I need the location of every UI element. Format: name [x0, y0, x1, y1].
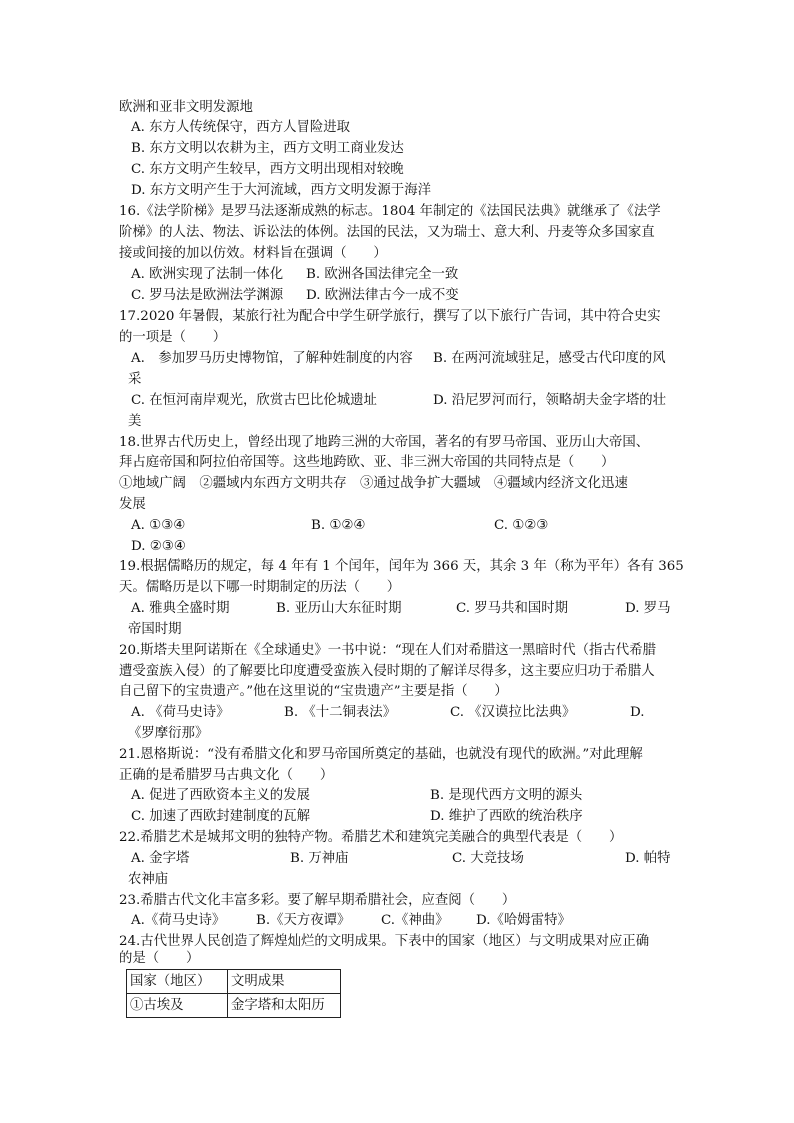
- q17-option-b-cont: 采: [128, 372, 142, 387]
- q23-option-d: D.《哈姆雷特》: [476, 913, 571, 928]
- q19-option-c: C. 罗马共和国时期: [456, 601, 569, 616]
- q18-option-a: A. ①③④: [131, 518, 186, 533]
- q17-option-a: A. 参加罗马历史博物馆，了解种姓制度的内容: [131, 351, 413, 366]
- q22-option-d-cont: 农神庙: [128, 872, 169, 887]
- q17-option-b: B. 在两河流域驻足，感受古代印度的风: [433, 351, 666, 366]
- q16-option-a: A. 欧洲实现了法制一体化: [131, 267, 284, 282]
- q19-stem-line2: 天。儒略历是以下哪一时期制定的历法（ ）: [119, 580, 401, 595]
- q15-option-b: B. 东方文明以农耕为主，西方文明工商业发达: [131, 141, 404, 156]
- q17-option-d: D. 沿尼罗河而行，领略胡夫金字塔的壮: [433, 393, 667, 408]
- q20-stem-line3: 自己留下的宝贵遗产。”他在这里说的“宝贵遗产”主要是指（ ）: [119, 684, 508, 699]
- q23-option-a: A.《荷马史诗》: [131, 913, 226, 928]
- q24-stem-line2: 的是（ ）: [119, 951, 200, 966]
- q24-table: [126, 969, 341, 1018]
- q15-stem-tail: 欧洲和亚非文明发源地: [119, 100, 253, 115]
- q23-option-c: C.《神曲》: [381, 913, 449, 928]
- q16-stem-line2: 阶梯》的人法、物法、诉讼法的体例。法国的民法，又为瑞士、意大利、丹麦等众多国家直: [119, 225, 655, 240]
- q21-option-b: B. 是现代西方文明的源头: [430, 788, 583, 803]
- q22-stem: 22.希腊艺术是城邦文明的独特产物。希腊艺术和建筑完美融合的典型代表是（ ）: [119, 830, 623, 845]
- table-cell-country: ①古埃及: [127, 994, 228, 1018]
- table-row: [127, 994, 341, 1018]
- q15-option-d: D. 东方文明产生于大河流域，西方文明发源于海洋: [131, 183, 431, 198]
- table-cell-achievement: 金字塔和太阳历: [228, 994, 341, 1018]
- q16-option-b: B. 欧洲各国法律完全一致: [306, 267, 459, 282]
- q22-option-b: B. 万神庙: [290, 851, 349, 866]
- q21-stem-line2: 正确的是希腊罗马古典文化（ ）: [119, 768, 334, 783]
- q20-option-a: A. 《荷马史诗》: [131, 705, 230, 720]
- q20-option-c: C. 《汉谟拉比法典》: [450, 705, 576, 720]
- q16-option-d: D. 欧洲法律古今一成不变: [306, 288, 459, 303]
- q18-option-c: C. ①②③: [494, 518, 549, 533]
- q18-option-b: B. ①②④: [311, 518, 366, 533]
- q22-option-a: A. 金字塔: [131, 851, 190, 866]
- q19-stem-line1: 19.根据儒略历的规定，每 4 年有 1 个闰年，闰年为 366 天，其余 3 年（称为平年）各有 365: [119, 559, 684, 574]
- q20-stem-line2: 遭受蛮族入侵）的了解要比印度遭受蛮族入侵时期的了解详尽得多，这主要应归功于希腊人: [119, 664, 655, 679]
- q22-option-c: C. 大竞技场: [452, 851, 524, 866]
- q20-option-b: B. 《十二铜表法》: [284, 705, 397, 720]
- q24-stem-line1: 24.古代世界人民创造了辉煌灿烂的文明成果。下表中的国家（地区）与文明成果对应正确: [119, 934, 650, 949]
- q21-stem-line1: 21.恩格斯说：“没有希腊文化和罗马帝国所奠定的基础，也就没有现代的欧洲。”对此理解: [119, 747, 643, 762]
- q20-option-d: D.: [630, 705, 645, 720]
- q15-option-c: C. 东方文明产生较早，西方文明出现相对较晚: [131, 162, 404, 177]
- table-header-achievement: 文明成果: [228, 970, 341, 994]
- q20-option-d-cont: 《罗摩衍那》: [128, 726, 209, 741]
- q21-option-c: C. 加速了西欧封建制度的瓦解: [131, 809, 310, 824]
- q18-choices-line2: 发展: [119, 497, 146, 512]
- table-header-row: [127, 970, 341, 994]
- q16-stem-line3: 接或间接的加以仿效。材料旨在强调（ ）: [119, 246, 387, 261]
- q19-option-b: B. 亚历山大东征时期: [276, 601, 402, 616]
- q21-option-d: D. 维护了西欧的统治秩序: [430, 809, 583, 824]
- q16-stem-line1: 16.《法学阶梯》是罗马法逐渐成熟的标志。1804 年制定的《法国民法典》就继承了《法学: [119, 204, 661, 219]
- q17-stem-line1: 17.2020 年暑假，某旅行社为配合中学生研学旅行，撰写了以下旅行广告词，其中符合史实: [119, 309, 661, 324]
- table-header-country: 国家（地区）: [127, 970, 228, 994]
- q22-option-d: D. 帕特: [625, 851, 671, 866]
- q18-stem-line2: 拜占庭帝国和阿拉伯帝国等。这些地跨欧、亚、非三洲大帝国的共同特点是（ ）: [119, 455, 615, 470]
- q21-option-a: A. 促进了西欧资本主义的发展: [131, 788, 310, 803]
- q18-stem-line1: 18.世界古代历史上，曾经出现了地跨三洲的大帝国，著名的有罗马帝国、亚历山大帝国、: [119, 435, 650, 450]
- q17-option-d-cont: 美: [128, 414, 142, 429]
- q19-option-a: A. 雅典全盛时期: [131, 601, 230, 616]
- q23-option-b: B.《天方夜谭》: [256, 913, 351, 928]
- q20-stem-line1: 20.斯塔夫里阿诺斯在《全球通史》一书中说：“现在人们对希腊这一黑暗时代（指古代希腊: [119, 643, 656, 658]
- q18-option-d: D. ②③④: [131, 539, 186, 554]
- q17-stem-line2: 的一项是（ ）: [119, 330, 227, 345]
- q17-option-c: C. 在恒河南岸观光，欣赏古巴比伦城遗址: [131, 393, 377, 408]
- q23-stem: 23.希腊古代文化丰富多彩。要了解早期希腊社会，应查阅（ ）: [119, 893, 516, 908]
- q19-option-d: D. 罗马: [625, 601, 671, 616]
- q15-option-a: A. 东方人传统保守，西方人冒险进取: [131, 120, 351, 135]
- q16-option-c: C. 罗马法是欧洲法学渊源: [131, 288, 284, 303]
- q19-option-d-cont: 帝国时期: [128, 622, 182, 637]
- q18-choices-line1: ①地域广阔 ②疆域内东西方文明共存 ③通过战争扩大疆域 ④疆域内经济文化迅速: [119, 476, 628, 491]
